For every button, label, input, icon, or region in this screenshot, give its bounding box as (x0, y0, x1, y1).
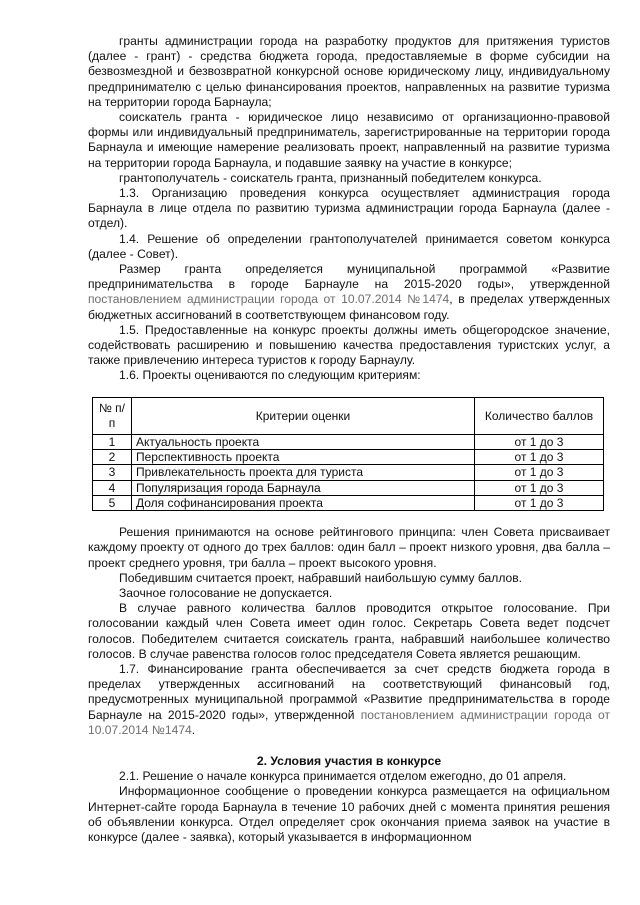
winner-rule: Победившим считается проект, набравший наибольшую сумму баллов. (119, 570, 523, 585)
header-criteria: Критерии оценки (132, 397, 475, 434)
grant-size-text: Размер гранта определяется муниципальной программой «Развитие предпринимательства в городе Барнауле на 2015-2020 годы», утвержденной (88, 262, 610, 292)
row-points: от 1 до 3 (475, 465, 604, 480)
criteria-table (92, 397, 604, 511)
row-number: 4 (93, 480, 132, 495)
table-row (93, 434, 604, 449)
row-criteria: Доля софинансирования проекта (132, 495, 475, 510)
definition-applicant: соискатель гранта - юридическое лицо независимо от организационно-правовой формы или индивидуальный предприниматель, зарегистрированные на территории города Барнаула и имеющие намерение реализовать проект, направленный на развитие туризма на территории города Барнаула, и подавшие заявку на участие в конкурсе; (88, 110, 610, 170)
clause-2-1: 2.1. Решение о начале конкурса принимается отделом ежегодно, до 01 апреля. (119, 769, 567, 784)
financing-text-end: . (191, 722, 196, 737)
row-number: 3 (93, 465, 132, 480)
grant-size-paragraph (88, 262, 610, 323)
resolution-link[interactable]: постановлением администрации города от 10.07.2014 №1474 (88, 707, 610, 737)
definition-grants: гранты администрации города на разработку продуктов для притяжения туристов (далее - грант) - средства бюджета города, предоставляемые в форме субсидии на безвозмездной и безвозвратной конкурсной основе юридическому лицу, индивидуальному предпринимателю с целью финансирования проектов, направленных на развитие туризма на территории города Барнаула; (88, 34, 610, 109)
clause-1-5: 1.5. Предоставленные на конкурс проекты должны иметь общегородское значение, содействовать расширению и повышению качества предоставления туристских услуг, а также привлечению интереса туристов к городу Барнаулу. (88, 322, 610, 368)
info-message-paragraph: Информационное сообщение о проведении конкурса размещается на официальном Интернет-сайте города Барнаула в течение 10 рабочих дней с момента принятия решения об объявлении конкурса. Отдел определяет срок окончания приема заявок на участие в конкурсе (далее - заявка), который указывается в информационном (88, 784, 610, 845)
table-row (93, 449, 604, 464)
row-criteria: Актуальность проекта (132, 434, 475, 449)
row-points: от 1 до 3 (475, 480, 604, 495)
clause-1-6: 1.6. Проекты оцениваются по следующим критериям: (119, 368, 421, 383)
row-points: от 1 до 3 (475, 449, 604, 464)
clause-1-3: 1.3. Организацию проведения конкурса осуществляет администрация города Барнаула в лице отдела по развитию туризма администрации города Барнаула (далее - отдел). (88, 186, 610, 231)
document-page (88, 34, 610, 845)
row-criteria: Популяризация города Барнаула (132, 480, 475, 495)
row-criteria: Привлекательность проекта для туриста (132, 465, 475, 480)
resolution-link[interactable]: постановлением администрации города от 10.07.2014 №1474 (88, 292, 450, 307)
row-number: 1 (93, 434, 132, 449)
row-points: от 1 до 3 (475, 495, 604, 510)
criteria-header-row (93, 397, 604, 434)
financing-text: 1.7. Финансирование гранта обеспечивается за счет средств бюджета города в пределах утвержденных ассигнований на соответствующий финансовый год, предусмотренных муниципальной программой «Развитие предпринимательства в городе Барнауле на 2015-2020 годы», утвержденной (88, 661, 610, 722)
grant-size-text-end: , в пределах утвержденных бюджетных ассигнований в соответствующем финансовом году. (88, 292, 610, 322)
definition-recipient: грантополучатель - соискатель гранта, признанный победителем конкурса. (119, 170, 542, 185)
row-criteria: Перспективность проекта (132, 449, 475, 464)
table-row (93, 480, 604, 495)
rating-principle: Решения принимаются на основе рейтингового принципа: член Совета присваивает каждому проекту от одного до трех баллов: один балл – проект низкого уровня, два балла – проект среднего уровня, три балла – проект высокого уровня. (88, 525, 610, 570)
row-number: 5 (93, 495, 132, 510)
row-number: 2 (93, 449, 132, 464)
row-points: от 1 до 3 (475, 434, 604, 449)
header-number: № п/п (93, 397, 132, 434)
clause-1-7 (88, 662, 610, 738)
section-2-heading: 2. Условия участия в конкурсе (256, 754, 442, 768)
tie-vote-rule: В случае равного количества баллов проводится открытое голосование. При голосовании каждый член Совета имеет один голос. Секретарь Совета ведет подсчет голосов. Победителем считается соискатель гранта, набравший наибольшее количество голосов. В случае равенства голосов голос председателя Совета является решающим. (88, 601, 610, 661)
absentee-vote-rule: Заочное голосование не допускается. (119, 585, 333, 600)
table-row (93, 465, 604, 480)
header-points: Количество баллов (475, 397, 604, 434)
table-row (93, 495, 604, 510)
clause-1-4: 1.4. Решение об определении грантополучателей принимается советом конкурса (далее - Совет). (88, 231, 610, 261)
